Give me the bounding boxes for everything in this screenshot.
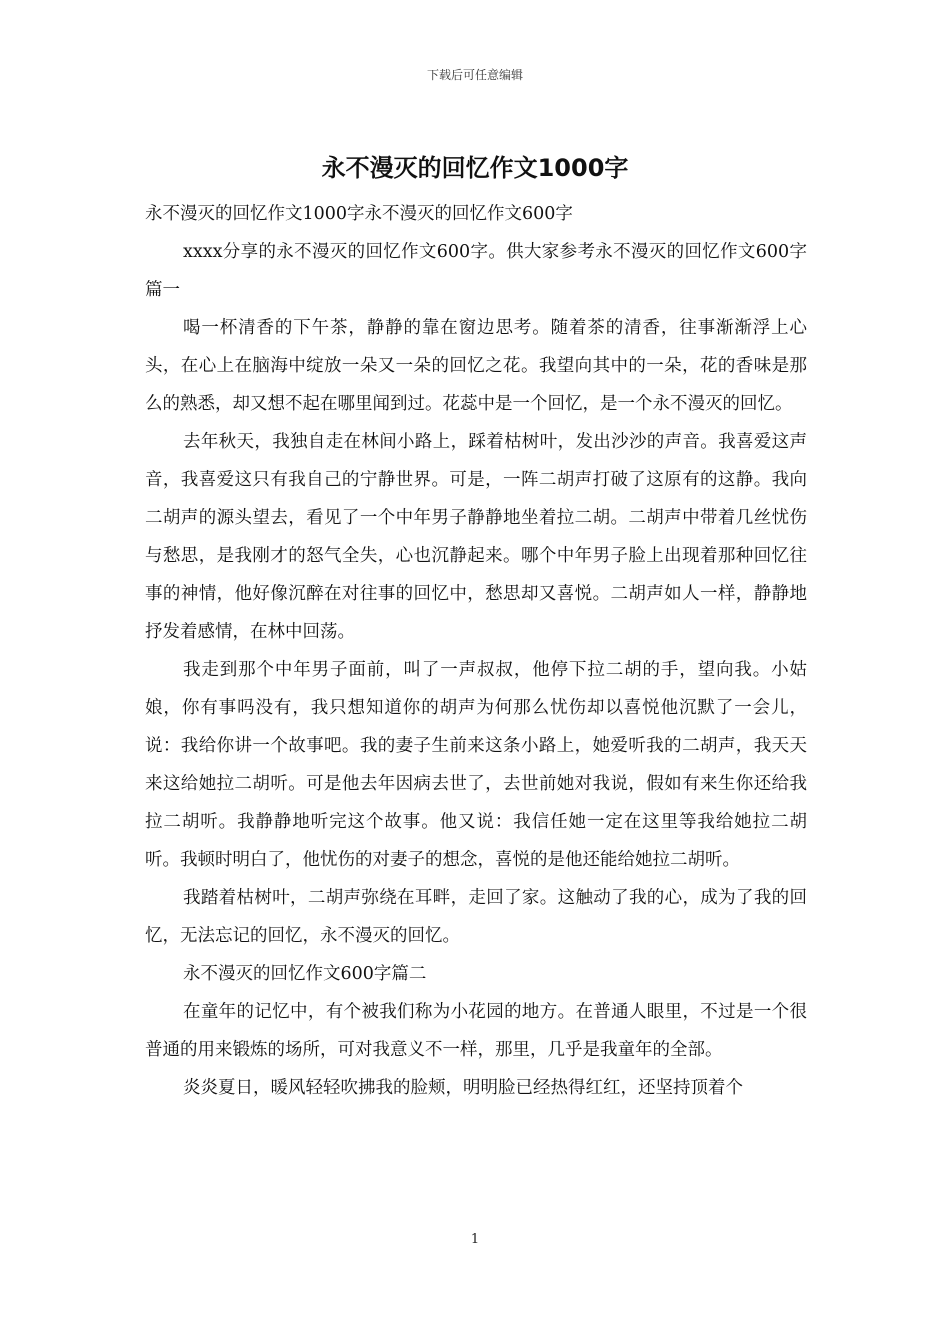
paragraph: 我踏着枯树叶，二胡声弥绕在耳畔，走回了家。这触动了我的心，成为了我的回忆，无法忘记的回忆，永不漫灭的回忆。 [145, 888, 807, 946]
page-number: 1 [470, 1232, 480, 1247]
section-heading: 永不漫灭的回忆作文600字篇二 [183, 964, 427, 984]
paragraph: 喝一杯清香的下午茶，静静的靠在窗边思考。随着茶的清香，往事渐渐浮上心头，在心上在脑海中绽放一朵又一朵的回忆之花。我望向其中的一朵，花的香味是那么的熟悉，却又想不起在哪里闻到过。花蕊中是一个回忆，是一个永不漫灭的回忆。 [145, 318, 807, 414]
paragraph: 在童年的记忆中，有个被我们称为小花园的地方。在普通人眼里，不过是一个很普通的用来锻炼的场所，可对我意义不一样，那里，几乎是我童年的全部。 [145, 1002, 807, 1060]
paragraph: 去年秋天，我独自走在林间小路上，踩着枯树叶，发出沙沙的声音。我喜爱这声音，我喜爱这只有我自己的宁静世界。可是，一阵二胡声打破了这原有的这静。我向二胡声的源头望去，看见了一个中年男子静静地坐着拉二胡。二胡声中带着几丝忧伤与愁思，是我刚才的怒气全失，心也沉静起来。哪个中年男子脸上出现着那种回忆往事的神情，他好像沉醉在对往事的回忆中，愁思却又喜悦。二胡声如人一样，静静地抒发着感情，在林中回荡。 [145, 432, 807, 642]
document-title: 永不漫灭的回忆作文1000字 [321, 154, 629, 182]
page-header-note: 下载后可任意编辑 [426, 68, 523, 82]
paragraph-intro: xxxx分享的永不漫灭的回忆作文600字。供大家参考永不漫灭的回忆作文600字篇一 [145, 242, 807, 300]
paragraph-subtitle: 永不漫灭的回忆作文1000字永不漫灭的回忆作文600字 [145, 204, 573, 224]
document-body [145, 195, 807, 1107]
paragraph: 炎炎夏日，暖风轻轻吹拂我的脸颊，明明脸已经热得红红，还坚持顶着个 [183, 1078, 743, 1098]
paragraph: 我走到那个中年男子面前，叫了一声叔叔，他停下拉二胡的手，望向我。小姑娘，你有事吗没有，我只想知道你的胡声为何那么忧伤却以喜悦他沉默了一会儿，说：我给你讲一个故事吧。我的妻子生前来这条小路上，她爱听我的二胡声，我天天来这给她拉二胡听。可是他去年因病去世了，去世前她对我说，假如有来生你还给我拉二胡听。我静静地听完这个故事。他又说：我信任她一定在这里等我给她拉二胡听。我顿时明白了，他忧伤的对妻子的想念，喜悦的是他还能给她拉二胡听。 [145, 660, 807, 870]
